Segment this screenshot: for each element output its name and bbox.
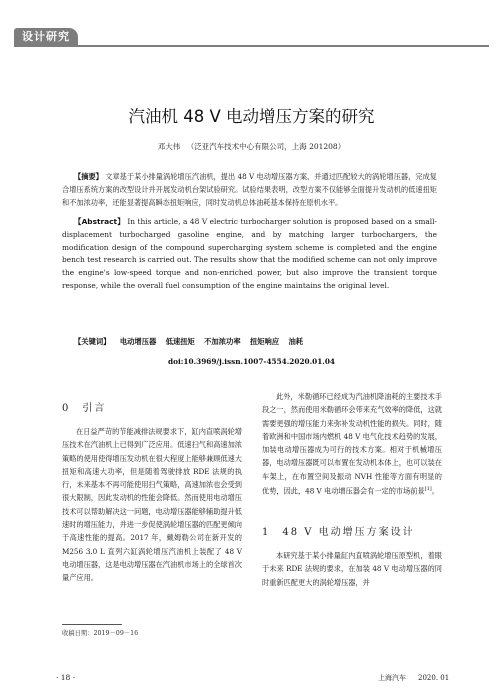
keyword-item: 油耗 xyxy=(288,337,304,346)
abstract-zh-text: 文章基于某小排量涡轮增压汽油机，提出 48 V 电动增压器方案，并通过匹配较大的涡轮增压器，完成复合增压系统方案的改型设计并开展发动机台架试验研究。试验结果表明，改型方案不仅能够全面提升发动机的低速扭矩和不加浓功率，还能显著提高瞬态扭矩响应，同时发动机总体油耗基本保持在原机水平。 xyxy=(62,172,437,207)
journal-footer xyxy=(378,673,449,683)
footnote-rule xyxy=(62,624,122,625)
author-affiliation: （泛亚汽车技术中心有限公司，上海 201208） xyxy=(186,142,346,151)
column-tag-rule xyxy=(14,45,489,47)
column-tag: 设计研究 xyxy=(14,28,78,45)
received-date-footnote: 收稿日期：2019－09－16 xyxy=(62,630,139,637)
abstract-chinese xyxy=(62,170,437,209)
article-title: 汽油机 48 V 电动增压方案的研究 xyxy=(128,107,375,126)
keyword-item: 不加浓功率 xyxy=(204,337,241,346)
abstract-en-text: In this article, a 48 V electric turbocharger solution is proposed based on a small-displacement turbocharged gasoline engine, and by matching larger turbochargers, the modification design of the compound supercharging system scheme is completed and the engine bench test research is carried out. The results show that the modified scheme can not only improve the engine's low-speed torque and non-enriched power, but also improve the transient torque response, while the overall fuel consumption of the engine maintains the original level. xyxy=(62,217,437,290)
right-column-paragraph xyxy=(262,390,442,498)
doi: doi:10.3969/j.issn.1007-4554.2020.01.04 xyxy=(167,357,335,366)
keyword-item: 扭矩响应 xyxy=(249,337,280,346)
abstract-en-label: 【Abstract】 xyxy=(74,217,125,226)
right-paragraph-end: 。 xyxy=(431,486,439,496)
keyword-item: 低速扭矩 xyxy=(165,337,195,346)
citation: [1] xyxy=(424,486,432,493)
keyword-item: 电动增压器 xyxy=(119,337,157,346)
page-number: · 18 · xyxy=(56,673,76,682)
section-0-heading: 0 引言 xyxy=(62,403,107,414)
keywords xyxy=(74,337,444,347)
author-line xyxy=(0,141,503,152)
section-1-paragraph: 本研究基于某小排量缸内直喷涡轮增压原型机，着眼于未来 RDE 法规的要求，在加装 48 V 电动增压器的同时重新匹配更大的涡轮增压器，并 xyxy=(262,551,442,587)
abstract-zh-label: 【摘要】 xyxy=(74,172,103,181)
journal-issue: 2020. 01 xyxy=(418,674,450,682)
section-1-heading: 1 48 V 电动增压方案设计 xyxy=(262,527,415,538)
author-name: 邓大伟 xyxy=(157,142,181,151)
right-paragraph-text: 此外，米勒循环已经成为汽油机降油耗的主要技术手段之一，然而使用米勒循环会带来充气效率的降低，这就需要更强的增压能力来弥补发动机性能的损失。同时，随着欧洲和中国市场内燃机 48 V 电气化技术趋势的发展，加装电动增压器成为可行的技术方案。相对于机械增压器，电动增压器既可以布置在发动机本体上，也可以装在车架上，在布置空间及振动 NVH 性能等方面有明显的优势，因此，48 V 电动增压器会有一定的市场前景 xyxy=(262,392,442,496)
abstract-english xyxy=(62,216,437,293)
keywords-label: 【关键词】 xyxy=(74,337,111,346)
journal-name: 上海汽车 xyxy=(378,674,406,682)
section-0-paragraph: 在日益严苛的节能减排法规要求下，缸内直喷涡轮增压技术在汽油机上已得到广泛应用。低速扫气和高速加浓策略的使用使得增压发动机在很大程度上能够兼顾低速大扭矩和高速大功率，但是随着驾驶排放 RDE 法规的执行，未来基本不再可能使用扫气策略，高速加浓也会受到很大限制，因此发动机的性能会降低。然而使用电动增压技术可以帮助解决这一问题，电动增压器能够辅助提升低速时的增压能力，并进一步促使涡轮增压器的匹配更倾向于高速性能的提高。2017 年，戴姆勒公司在新开发的 M256 3.0 L 直列六缸涡轮增压汽油机上装配了 48 V 电动增压器，这是电动增压器在汽油机市场上的全球首次量产应用。 xyxy=(62,427,242,583)
